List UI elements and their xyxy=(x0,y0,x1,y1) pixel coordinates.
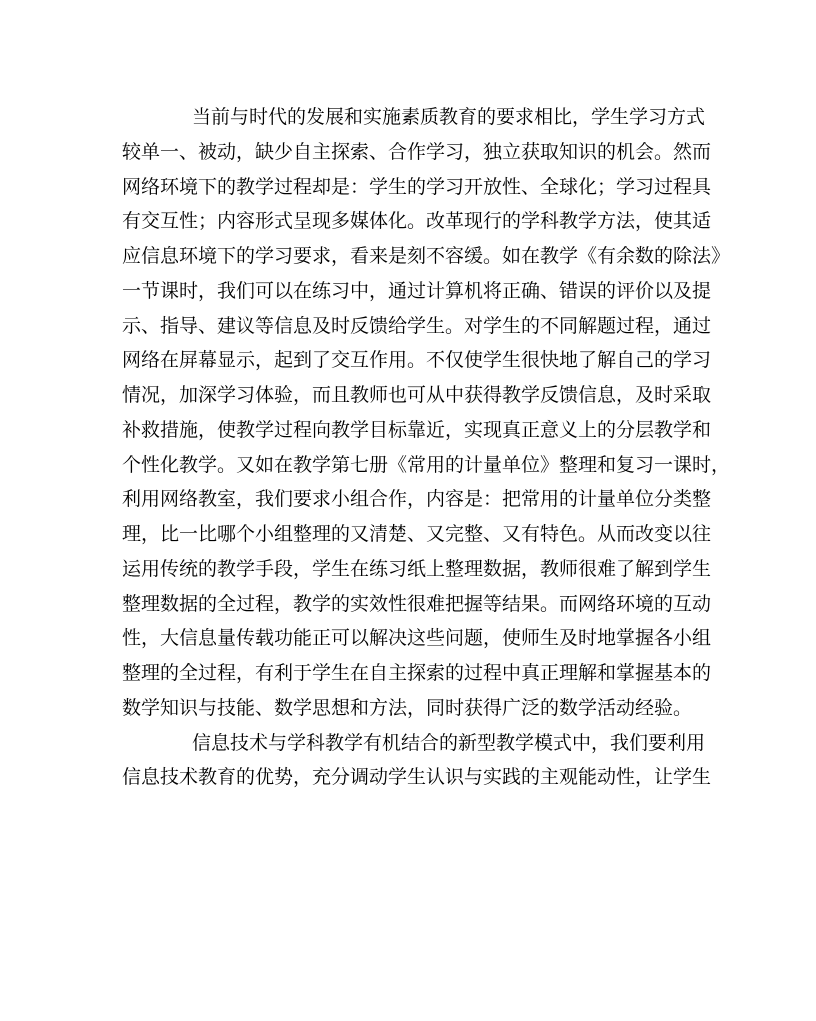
text-line: 整理的全过程，有利于学生在自主探索的过程中真正理解和掌握基本的 xyxy=(122,662,712,684)
text-line: 补救措施，使教学过程向教学目标靠近，实现真正意义上的分层教学和 xyxy=(122,418,712,441)
text-line: 个性化教学。又如在教学第七册《常用的计量单位》整理和复习一课时， xyxy=(122,453,731,476)
text-line: 整理数据的全过程，教学的实效性很难把握等结果。而网络环境的互动 xyxy=(122,592,712,615)
text-line: 性，大信息量传载功能正可以解决这些问题，使师生及时地掌握各小组 xyxy=(122,627,712,650)
text-line: 网络环境下的教学过程却是：学生的学习开放性、全球化；学习过程具 xyxy=(122,175,712,198)
text-line: 一节课时，我们可以在练习中，通过计算机将正确、错误的评价以及提 xyxy=(122,279,712,302)
text-line: 信息技术与学科教学有机结合的新型教学模式中，我们要利用 xyxy=(192,731,706,754)
text-line: 情况，加深学习体验，而且教师也可从中获得教学反馈信息，及时采取 xyxy=(122,384,712,406)
text-line: 网络在屏幕显示，起到了交互作用。不仅使学生很快地了解自己的学习 xyxy=(122,349,712,372)
text-line: 理，比一比哪个小组整理的又清楚、又完整、又有特色。从而改变以往 xyxy=(122,523,712,545)
paragraph-1 xyxy=(122,100,731,726)
text-line: 较单一、被动，缺少自主探索、合作学习，独立获取知识的机会。然而 xyxy=(122,140,712,163)
document-body xyxy=(122,100,731,795)
paragraph-2 xyxy=(122,726,712,796)
text-line: 应信息环境下的学习要求，看来是刻不容缓。如在教学《有余数的除法》 xyxy=(122,245,731,267)
text-line: 有交互性；内容形式呈现多媒体化。改革现行的学科教学方法，使其适 xyxy=(122,210,712,233)
text-line: 利用网络教室，我们要求小组合作，内容是：把常用的计量单位分类整 xyxy=(122,488,712,511)
text-line: 运用传统的教学手段，学生在练习纸上整理数据，教师很难了解到学生 xyxy=(122,557,712,580)
text-line: 示、指导、建议等信息及时反馈给学生。对学生的不同解题过程，通过 xyxy=(122,314,712,337)
text-line: 信息技术教育的优势，充分调动学生认识与实践的主观能动性，让学生 xyxy=(122,766,712,789)
text-line: 数学知识与技能、数学思想和方法，同时获得广泛的数学活动经验。 xyxy=(122,696,693,719)
text-line: 当前与时代的发展和实施素质教育的要求相比，学生学习方式 xyxy=(192,106,706,128)
